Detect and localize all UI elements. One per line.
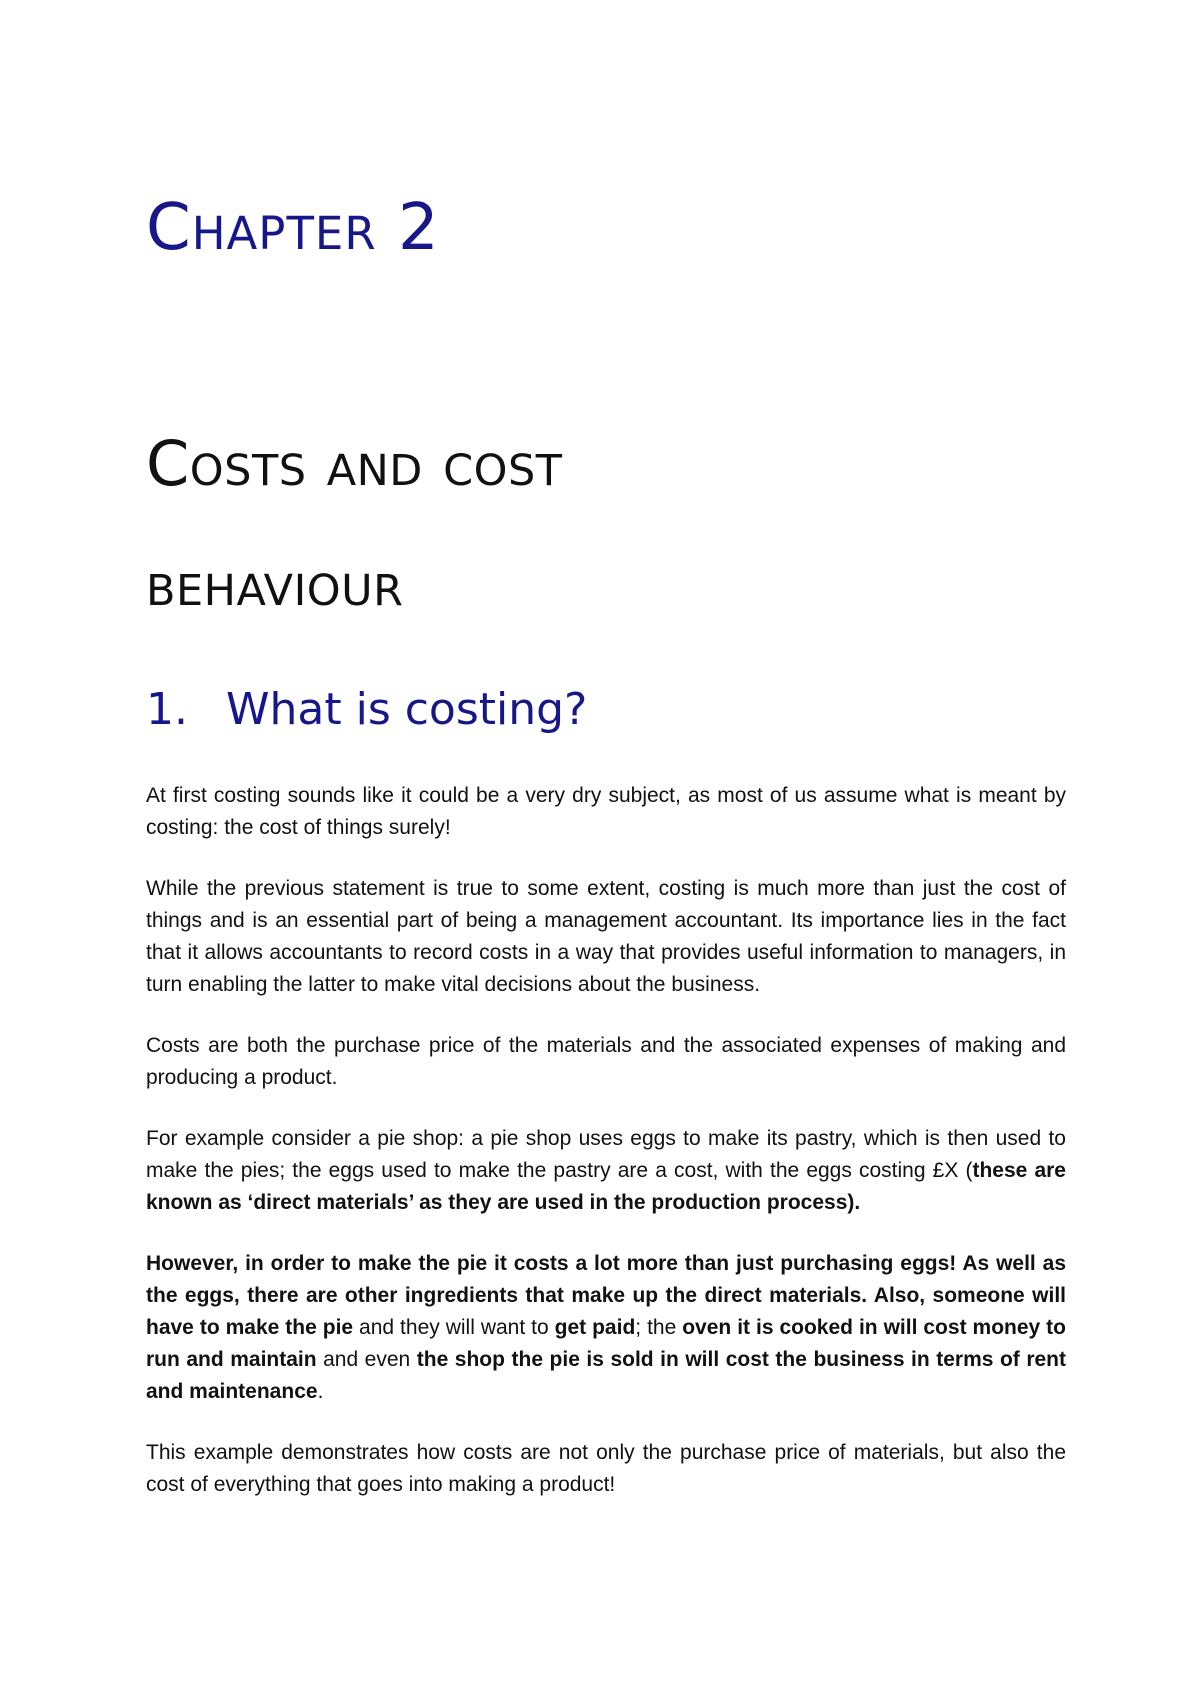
body-text (146, 780, 1066, 1501)
paragraph-5-text-f: and even (316, 1348, 417, 1371)
paragraph-5-bold-c: get paid (554, 1316, 636, 1339)
chapter-title-initial: C (146, 427, 190, 500)
chapter-title (146, 404, 1046, 644)
chapter-label-initial: C (146, 191, 192, 265)
section-title: What is costing? (226, 684, 588, 735)
paragraph-5 (146, 1248, 1066, 1408)
chapter-title-line-1 (146, 404, 1046, 524)
paragraph-4 (146, 1123, 1066, 1219)
paragraph-2: While the previous statement is true to some extent, costing is much more than just the cost of things and is an essential part of being a management accountant. Its importance lies in the fact that it allows accountants to record costs in a way that provides useful information to managers, in turn enabling the latter to make vital decisions about the business. (146, 877, 1066, 996)
paragraph-5-text-d: ; the (635, 1316, 683, 1339)
paragraph-5-bold-e: oven it is cooked in will cost money to run and maintain (146, 1316, 1066, 1371)
paragraph-5-text-b: and they will want to (353, 1316, 555, 1339)
section-heading (146, 684, 588, 735)
paragraph-3: Costs are both the purchase price of the materials and the associated expenses of making and producing a product. (146, 1034, 1066, 1089)
paragraph-6: This example demonstrates how costs are not only the purchase price of materials, but also the cost of everything that goes into making a product! (146, 1441, 1066, 1496)
paragraph-5-bold-a: However, in order to make the pie it costs a lot more than just purchasing eggs! As well as the eggs, there are other ingredients that make up the direct materials. Also, someone will have to make the pie (146, 1252, 1066, 1339)
chapter-title-line-2: behaviour (146, 547, 404, 620)
paragraph-1: At first costing sounds like it could be a very dry subject, as most of us assume what is meant by costing: the cost of things surely! (146, 784, 1066, 839)
chapter-label-rest: hapter 2 (191, 191, 440, 265)
paragraph-5-bold-g: the shop the pie is sold in will cost the business in terms of rent and maintenance (146, 1348, 1066, 1403)
chapter-title-line-1-rest: osts and cost (189, 427, 563, 500)
paragraph-4-bold: these are known as ‘direct materials’ as they are used in the production process). (146, 1159, 1066, 1214)
paragraph-4-text: For example consider a pie shop: a pie shop uses eggs to make its pastry, which is then used to make the pies; the eggs used to make the pastry are a cost, with the eggs costing £X ( (146, 1127, 1066, 1182)
chapter-label (146, 191, 440, 265)
section-number: 1. (146, 684, 188, 735)
paragraph-5-text-h: . (317, 1380, 324, 1403)
